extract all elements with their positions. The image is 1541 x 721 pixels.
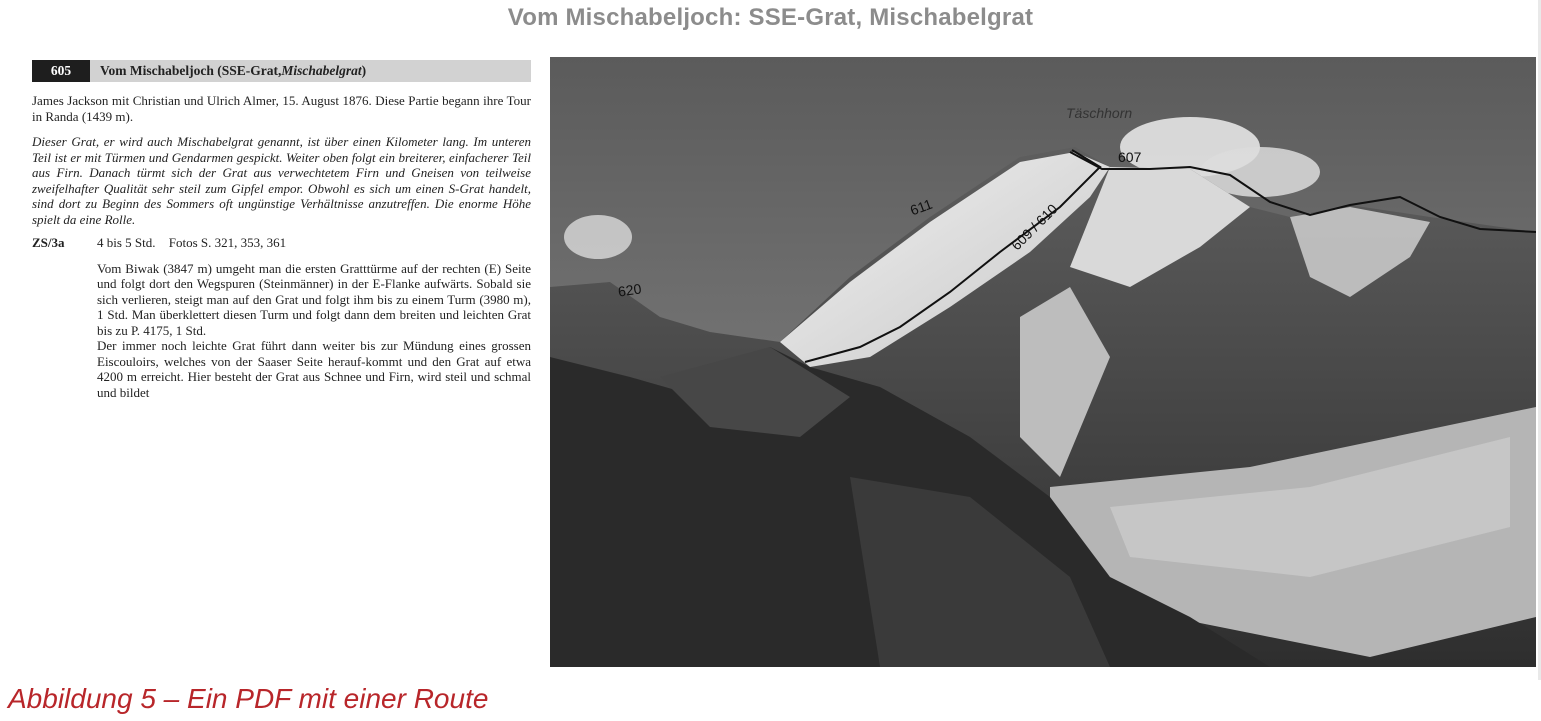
route-name-plain: Vom Mischabeljoch (SSE-Grat, [100, 63, 282, 78]
time-estimate: 4 bis 5 Std. [97, 235, 156, 250]
mountain-photo-graphic [550, 57, 1536, 667]
photo-references: Fotos S. 321, 353, 361 [168, 235, 287, 250]
route-label-620: 620 [617, 280, 643, 300]
grade-row [32, 235, 531, 251]
peak-label: Täschhorn [1066, 105, 1133, 121]
route-label-607: 607 [1118, 149, 1142, 165]
page-title: Vom Mischabeljoch: SSE-Grat, Mischabelgrat [507, 4, 1034, 31]
route-directions-paragraph-2: Der immer noch leichte Grat führt dann weiter bis zur Mündung eines grossen Eiscouloirs, welches von der Saaser Seite herauf-kommt und den Grat auf etwa 4200 m erreicht. Hier besteht der Grat aus Schnee und Firn, wird steil und schmal und bildet [97, 338, 531, 400]
route-directions [97, 261, 531, 401]
route-text-column [32, 60, 531, 400]
route-description: Dieser Grat, er wird auch Mischabelgrat genannt, ist über einen Kilometer lang. Im unteren Teil ist er mit Türmen und Gendarmen gespickt. Weiter oben folgt ein breiterer, einfacherer Teil aus Firn. Danach türmt sich der Grat aus verwechtetem Firn und Gneisen von teilweise zweifelhafter Qualität sehr steil zum Gipfel empor. Obwohl es sich um einen S-Grat handelt, sind dort zu Beginn des Sommers oft ungünstige Verhältnisse anzutreffen. Die enorme Höhe spielt da eine Rolle. [32, 134, 531, 227]
route-number: 605 [32, 60, 90, 82]
route-label-611: 611 [907, 195, 935, 219]
first-ascent-text: James Jackson mit Christian und Ulrich Almer, 15. August 1876. Diese Partie begann ihre Tour in Randa (1439 m). [32, 93, 531, 124]
difficulty-grade: ZS/3a [32, 235, 65, 250]
route-header [32, 60, 531, 82]
route-name-italic: Mischabelgrat [281, 63, 362, 78]
grade-info [97, 235, 296, 251]
route-directions-paragraph-1: Vom Biwak (3847 m) umgeht man die ersten Gratttürme auf der rechten (E) Seite und folgt dort den Wegspuren (Steinmänner) in der E-Flanke aufwärts. Sobald sie sich verlieren, steigt man auf den Grat und folgt ihm bis zu einem Turm (3980 m), 1 Std. Man überklettert diesen Turm und folgt dann dem breiten und leichten Grat bis zu P. 4175, 1 Std. [97, 260, 531, 338]
route-label-609-610: 609 / 610 [1007, 200, 1061, 254]
mountain-photo [550, 57, 1536, 667]
figure-caption: Abbildung 5 – Ein PDF mit einer Route [8, 683, 489, 714]
route-name [90, 60, 531, 82]
route-name-close: ) [361, 63, 367, 78]
